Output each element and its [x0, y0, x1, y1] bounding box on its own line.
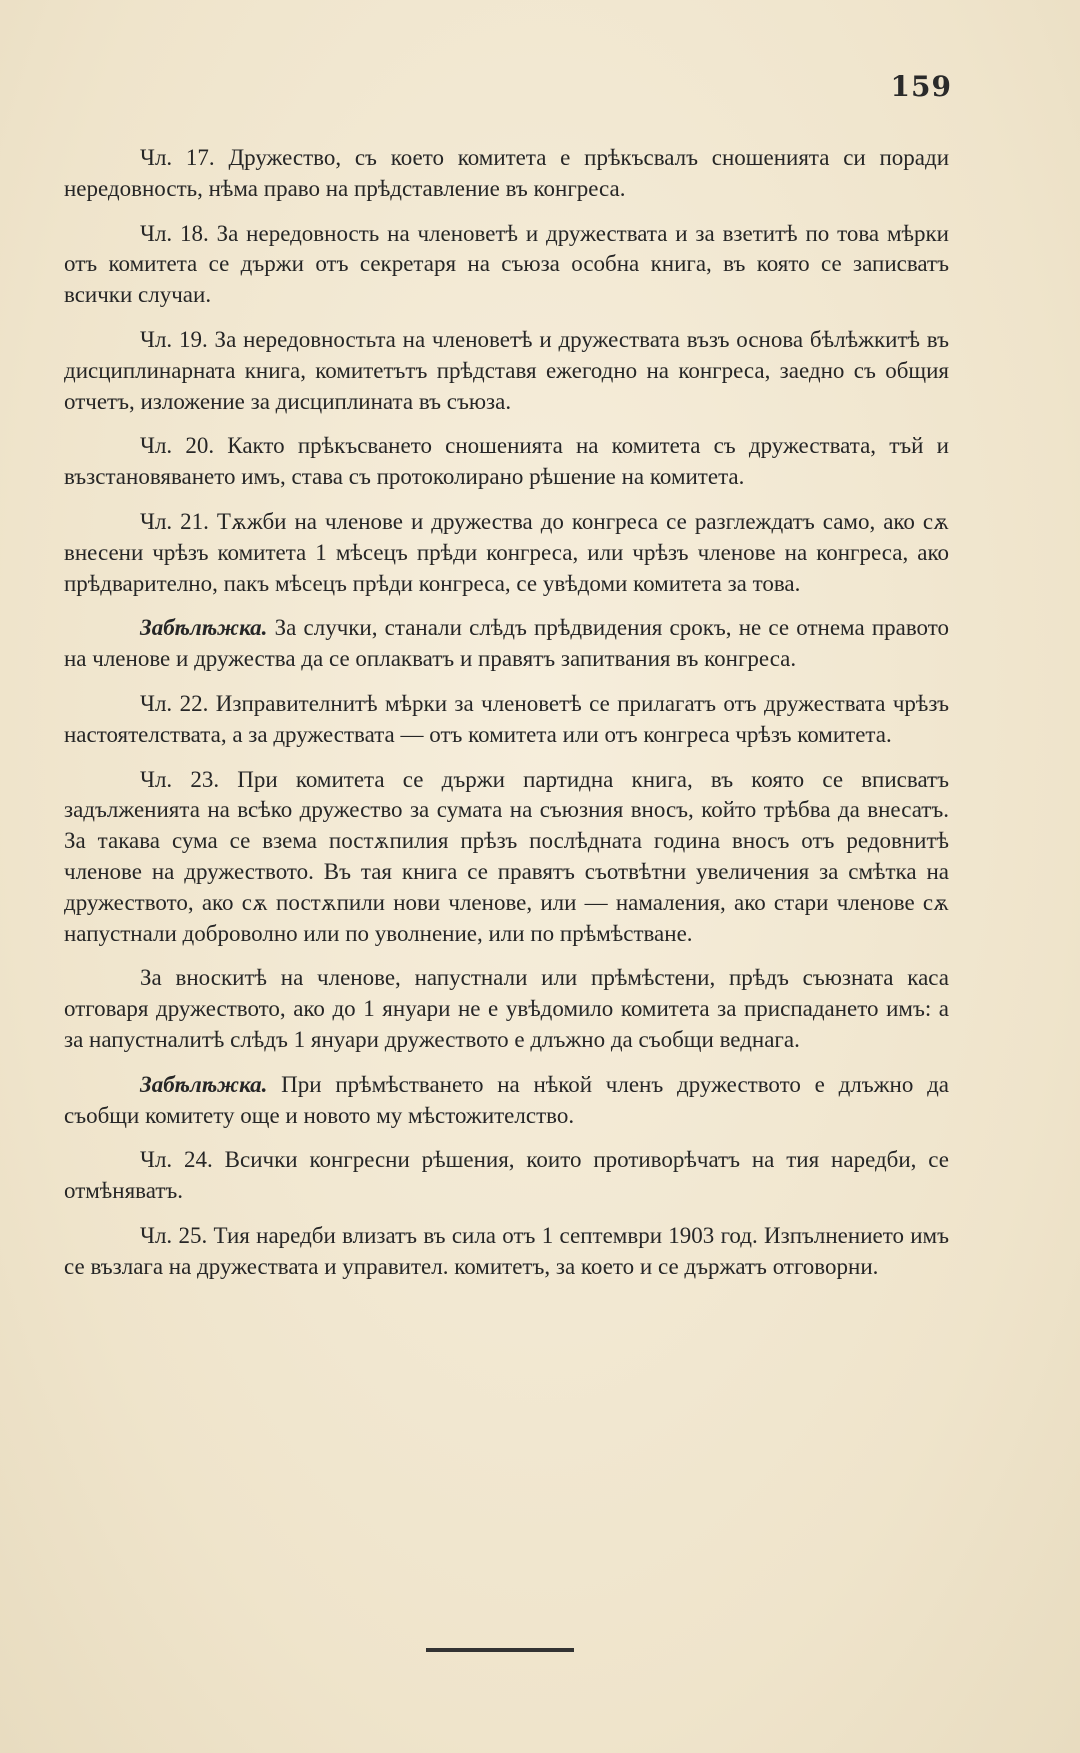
article-25: [64, 1221, 949, 1283]
article-text: Дружество, съ което комитета е прѣкъсвалъ сношенията си поради нередовность, нѣма право на прѣдставление въ конгреса.: [64, 145, 950, 201]
article-label: Чл. 25.: [140, 1222, 208, 1248]
article-label: Чл. 23.: [140, 766, 220, 792]
article-text: При комитета се държи партидна книга, въ която се вписватъ задълженията на всѣко дружество за сумата на съюзния вносъ, който трѣбва да внесатъ. За такава сума се взема постѫпилия прѣзъ послѣдната година вносъ отъ редовнитѣ членове на дружеството. Въ тая книга се правятъ съотвѣтни увеличения за смѣтка на дружеството, ако сѫ постѫпили нови членове, или — намаления, ако стари членове сѫ напустнали доброволно или по уволнение, или по прѣмѣстване.: [64, 766, 949, 946]
article-text: Изправителнитѣ мѣрки за членоветѣ се прилагатъ отъ дружествата чрѣзъ настоятелствата, а за дружествата — отъ комитета или отъ конгреса чрѣзъ комитета.: [64, 690, 949, 747]
article-text: Тия наредби влизатъ въ сила отъ 1 септември 1903 год. Изпълнението имъ се възлага на дружествата и управител. комитетъ, за което и се държатъ отговорни.: [64, 1222, 950, 1279]
article-18: [64, 219, 949, 311]
note-text: При прѣмѣстването на нѣкой членъ дружеството е длъжно да съобщи комитету още и новото му мѣстожителство.: [64, 1071, 949, 1128]
article-label: Чл. 18.: [140, 220, 209, 246]
article-label: Чл. 19.: [140, 326, 208, 352]
article-text: Тѫжби на членове и дружества до конгреса се разглеждатъ само, ако сѫ внесени чрѣзъ комитета 1 мѣсецъ прѣди конгреса, или чрѣзъ членове на конгреса, ако прѣдварително, пакъ мѣсецъ прѣди конгреса, се увѣдоми комитета за това.: [64, 508, 949, 596]
article-text: Както прѣкъсването сношенията на комитета съ дружествата, тъй и възстановяването имъ, става съ протоколирано рѣшение на комитета.: [64, 433, 949, 490]
article-label: Чл. 21.: [140, 508, 209, 534]
article-23: [64, 765, 949, 950]
article-label: Чл. 20.: [140, 433, 215, 459]
article-17: [64, 143, 949, 205]
article-text: За нередовность на членоветѣ и дружествата и за взетитѣ по това мѣрки отъ комитета се държи отъ секретаря на съюза особна книга, въ която се записватъ всички случаи.: [64, 220, 949, 308]
note-label: Забѣлѣжка.: [140, 615, 268, 641]
article-21: [64, 507, 949, 599]
paragraph-text: За вноскитѣ на членове, напустнали или прѣмѣстени, прѣдъ съюзната каса отговаря дружеството, ако до 1 януари не е увѣдомило комитета за приспадането имъ: а за напустналитѣ слѣдъ 1 януари дружеството е длъжно да съобщи веднага.: [64, 965, 949, 1052]
article-19: [64, 325, 949, 417]
note-label: Забѣлѣжка.: [140, 1071, 268, 1097]
article-24: [64, 1145, 949, 1207]
article-text: Всички конгресни рѣшения, които противорѣчатъ на тия наредби, се отмѣняватъ.: [64, 1147, 949, 1204]
page-number: 159: [890, 70, 952, 103]
article-label: Чл. 22.: [140, 690, 209, 716]
end-rule-divider: [426, 1648, 574, 1652]
article-text: За нередовностьта на членоветѣ и дружествата възъ основа бѣлѣжкитѣ въ дисциплинарната книга, комитетътъ прѣдставя ежегодно на конгреса, заедно съ общия отчетъ, изложение за дисциплината въ съюза.: [64, 326, 949, 414]
article-label: Чл. 24.: [140, 1147, 213, 1173]
note-text: За случки, станали слѣдъ прѣдвидения срокъ, не се отнема правото на членове и дружества да се оплакватъ и правятъ запитвания въ конгреса.: [64, 615, 950, 672]
article-label: Чл. 17.: [140, 145, 215, 170]
note-article-23: [64, 1070, 949, 1132]
body-text: [64, 143, 949, 1297]
article-23-continuation: [64, 963, 949, 1055]
article-20: [64, 431, 949, 493]
article-22: [64, 689, 949, 751]
note-article-21: [64, 613, 949, 675]
